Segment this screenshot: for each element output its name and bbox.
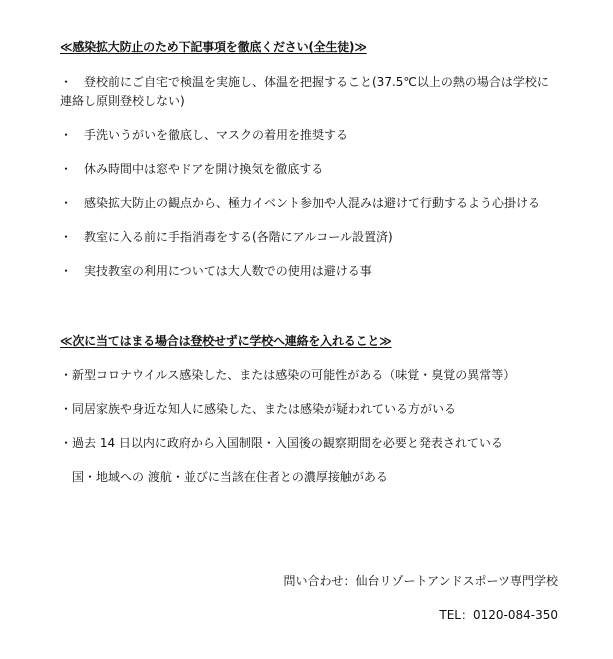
section1-heading: ≪感染拡大防止のため下記事項を徹底ください(全生徒)≫: [60, 40, 367, 54]
section1-item-temperature: ・ 登校前にご自宅で検温を実施し、体温を把握すること(37.5℃以上の熱の場合は学校に: [60, 75, 549, 89]
section1-item-temperature-cont: 連絡し原則登校しない): [60, 94, 185, 108]
contact-label: 問い合わせ：仙台リゾートアンドスポーツ専門学校: [283, 574, 558, 588]
section2-item-family: ・同居家族や身近な知人に感染した、または感染が疑われている方がいる: [60, 402, 457, 416]
section2-heading: ≪次に当てはまる場合は登校せずに学校へ連絡を入れること≫: [60, 334, 392, 348]
section1-item-avoid-crowds: ・ 感染拡大防止の観点から、極力イベント参加や人混みは避けて行動するよう心掛ける: [60, 196, 541, 210]
contact-tel: TEL：0120-084-350: [439, 608, 558, 622]
section1-item-disinfect: ・ 教室に入る前に手指消毒をする(各階にアルコール設置済): [60, 230, 393, 244]
section2-item-infection: ・新型コロナウイルス感染した、または感染の可能性がある（味覚・臭覚の異常等）: [60, 368, 516, 382]
section1-item-ventilation: ・ 休み時間中は窓やドアを開け換気を徹底する: [60, 162, 324, 176]
section1-item-practical-room: ・ 実技教室の利用については大人数での使用は避ける事: [60, 264, 372, 278]
section2-item-travel-cont: 国・地域への 渡航・並びに当該在住者との濃厚接触がある: [72, 470, 388, 484]
section1-item-handwash: ・ 手洗いうがいを徹底し、マスクの着用を推奨する: [60, 128, 349, 142]
section2-item-travel: ・過去 14 日以内に政府から入国制限・入国後の観察期間を必要と発表されている: [60, 436, 503, 450]
